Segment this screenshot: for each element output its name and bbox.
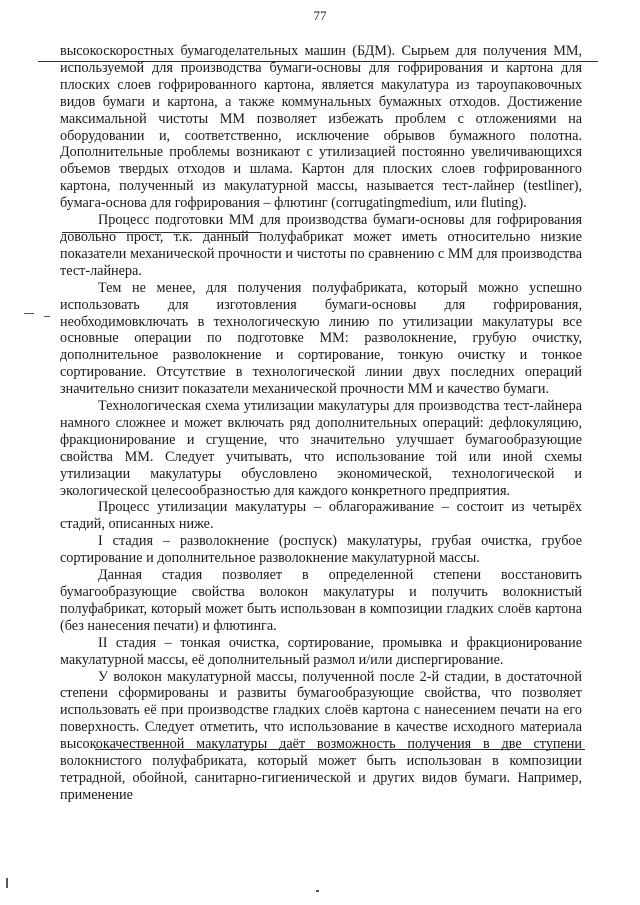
scan-speck [24, 313, 34, 314]
paragraph-5: Процесс утилизации макулатуры – облагораживание – состоит из четырёх стадий, описанных ниже. [60, 499, 582, 533]
body-text [60, 43, 582, 804]
paragraph-4: Технологическая схема утилизации макулатуры для производства тест-лайнера намного сложнее и может включать ряд дополнительных операций: дефлокуляцию, фракционирование и сгущение, что значительно улучшает бумагообразующие свойства ММ. Следует учитывать, что использование той или иной схемы утилизации макулатуры обусловлено экономической, технологической и экологической целесообразностью для каждого конкретного предприятия. [60, 398, 582, 499]
paragraph-8: II стадия – тонкая очистка, сортирование, промывка и фракционирование макулатурной массы, её дополнительный размол и/или диспергирование. [60, 634, 582, 668]
paragraph-7: Данная стадия позволяет в определенной степени восстановить бумагообразующие свойства волокон макулатуры и получить волокнистый полуфабрикат, который может быть использован в композиции гладких слоёв картона (без нанесения печати) и флютинга. [60, 567, 582, 634]
page-number: 77 [313, 8, 327, 23]
paragraph-6: I стадия – разволокнение (роспуск) макулатуры, грубая очистка, грубое сортирование и дополнительное разволокнение макулатурной массы. [60, 533, 582, 567]
scan-speck [6, 878, 8, 888]
paragraph-3: Тем не менее, для получения полуфабриката, который можно успешно использовать для изготовления бумаги-основы для гофрирования, необходимовключать в технологическую линию по утилизации макулатуры все основные операции по подготовке ММ: разволокнение, грубую очистку, дополнительное разволокнение и сортирование, тонкую очистку и тонкое сортирование. Отсутствие в технологической линии двух последних операций значительно снизит показатели механической прочности ММ и качество бумаги. [60, 279, 582, 398]
paragraph-9: У волокон макулатурной массы, полученной после 2-й стадии, в достаточной степени сформированы и развиты бумагообразующие свойства, что позволяет использовать её при производстве гладких слоёв картона с нанесением печати на его поверхность. Следует отметить, что использование в качестве исходного материала высококачественной макулатуры даёт возможность получения в две ступени волокнистого полуфабриката, который может быть использован в композиции тетрадной, обойной, санитарно-гигиенической и других видов бумаги. Например, применение [60, 668, 582, 803]
paragraph-1: высокоскоростных бумагоделательных машин (БДМ). Сырьем для получения ММ, используемой для производства бумаги-основы для гофрирования и картона для плоских слоев гофрированного картона, является макулатура из тароупаковочных видов бумаги и картона, а также коммунальных бумажных отходов. Достижение максимальной чистоты ММ позволяет избежать проблем с отложениями на оборудовании и, соответственно, исключение обрывов бумажного полотна. Дополнительные проблемы возникают с утилизацией постоянно увеличивающихся объемов твердых отходов и шлама. Картон для плоских слоев гофрированного картона, полученный из макулатурной массы, называется тест-лайнер (testliner), бумага-основа для гофрирования – флютинг (corrugatingmedium, или fluting). [60, 43, 582, 212]
paragraph-2: Процесс подготовки ММ для производства бумаги-основы для гофрирования довольно прост, т.к. данный полуфабрикат может иметь относительно низкие показатели механической прочности и чистоты по сравнению с ММ для производства тест-лайнера. [60, 212, 582, 279]
scan-speck [316, 890, 319, 892]
scan-speck [44, 316, 50, 317]
